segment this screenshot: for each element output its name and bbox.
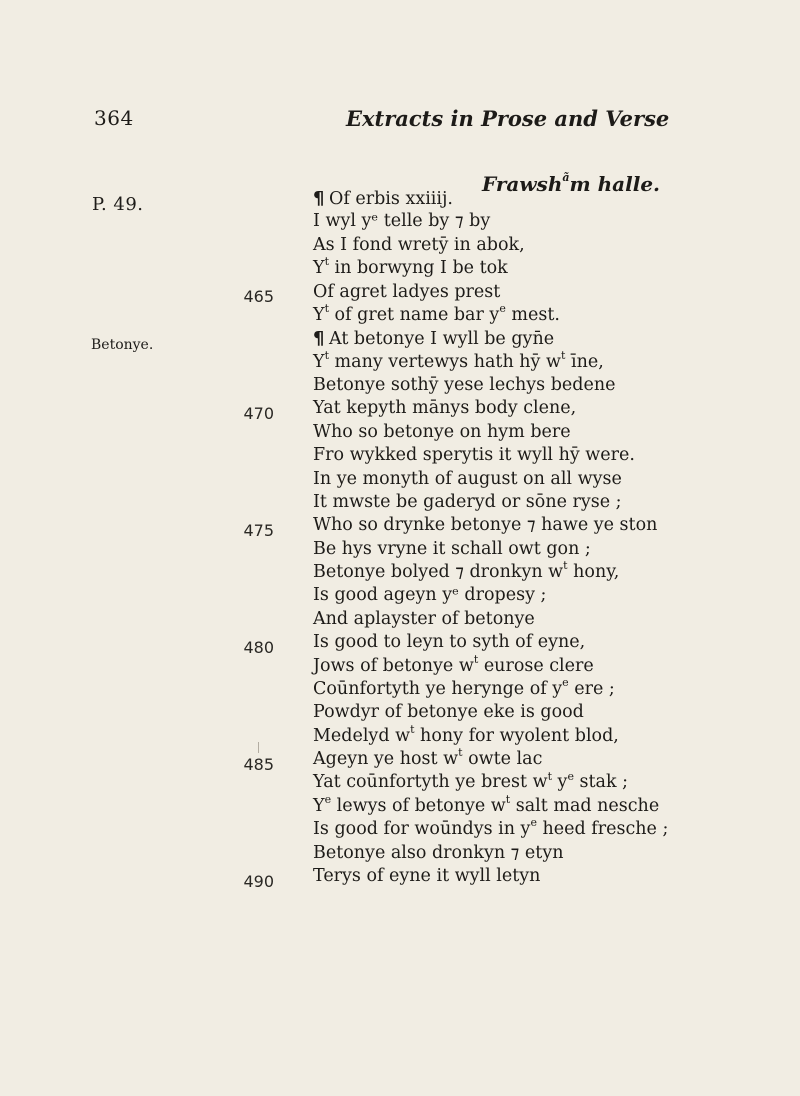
superscript-abbrev: t	[505, 792, 511, 806]
verse-text-segment: hony,	[567, 562, 620, 582]
verse-line	[313, 234, 793, 257]
verse-text-segment: Betonye bolyed ⁊ dronkyn w	[313, 562, 564, 582]
verse-line	[313, 561, 793, 584]
verse-text-segment: Is good to leyn to syth of eyne,	[313, 632, 586, 653]
verse-line	[313, 421, 793, 444]
verse-text-segment: At betonye I wyll be gyn̄e	[329, 329, 555, 350]
superscript-abbrev: t	[410, 722, 415, 736]
superscript-abbrev: t	[563, 559, 568, 573]
verse-text-segment: Ageyn ye host w	[313, 749, 459, 769]
verse-line	[313, 304, 793, 327]
verse-text-segment: hony for wyolent blod,	[414, 725, 619, 746]
verse-text-segment: Y	[313, 795, 325, 816]
verse-text-segment: Of erbis xxiiij.	[329, 189, 453, 209]
verse-text-segment: Yat coūnfortyth ye brest w	[313, 772, 548, 793]
pilcrow-mark: ¶	[313, 188, 325, 209]
superscript-abbrev: t	[547, 769, 552, 783]
verse-line	[313, 327, 793, 350]
verse-line	[313, 397, 793, 420]
verse-line	[313, 584, 793, 607]
pilcrow-mark: ¶	[313, 328, 325, 350]
section-title-post: m halle.	[569, 172, 661, 196]
line-number: 470	[243, 404, 274, 423]
verse-line	[313, 444, 793, 467]
verse-line	[313, 608, 793, 631]
verse-text-segment: And aplayster of betonye	[313, 608, 535, 629]
verse-line	[313, 701, 793, 724]
verse-text-segment: mest.	[505, 304, 560, 325]
verse-line	[313, 842, 793, 865]
superscript-abbrev: e	[324, 792, 332, 806]
running-head	[0, 106, 800, 136]
verse-line	[313, 514, 793, 537]
verse-line	[313, 468, 793, 491]
verse-text-segment: Y	[313, 351, 325, 372]
line-number: 480	[243, 638, 274, 657]
verse-text-segment: Be hys vryne it schall owt gon ;	[313, 538, 591, 559]
verse-line	[313, 631, 793, 654]
verse-text-segment: Yat kepyth mānys body clene,	[313, 398, 577, 419]
verse-text-segment: of gret name bar y	[328, 304, 500, 325]
verse-text-segment: īne,	[565, 351, 604, 372]
line-number: 490	[243, 872, 274, 891]
verse-text-segment: heed fresche ;	[536, 819, 669, 840]
running-title: Extracts in Prose and Verse	[346, 106, 670, 131]
verse-text-segment: Y	[313, 304, 325, 325]
verse-text-segment: eurose clere	[478, 655, 594, 676]
verse-text-segment: salt mad nesche	[510, 795, 660, 816]
verse-line	[313, 818, 793, 841]
verse-line	[313, 771, 793, 794]
verse-text-segment: Fro wykked sperytis it wyll hȳ were.	[313, 445, 635, 466]
verse-line	[313, 348, 793, 374]
verse-text-segment: Terys of eyne it wyll letyn	[313, 865, 541, 886]
line-number: 465	[243, 287, 274, 306]
superscript-abbrev: t	[458, 746, 463, 760]
verse-text-segment: Who so drynke betonye ⁊ hawe ye ston	[313, 515, 658, 536]
verse-line	[313, 722, 793, 748]
margin-note: Betonye.	[91, 337, 154, 353]
verse-text-segment: Is good ageyn yᵉ dropesy ;	[313, 585, 547, 606]
verse-text-segment: Powdyr of betonye eke is good	[313, 702, 584, 723]
verse-line	[313, 281, 793, 304]
superscript-abbrev: e	[567, 769, 574, 783]
verse-line	[313, 748, 793, 771]
superscript-abbrev: t	[324, 348, 329, 362]
verse-text-segment: Betonye also dronkyn ⁊ etyn	[313, 842, 564, 863]
line-number: 475	[243, 521, 274, 540]
verse-text-segment: in borwyng I be tok	[328, 258, 508, 279]
verse-text-segment: stak ;	[573, 772, 629, 793]
line-number: 485	[243, 755, 274, 774]
superscript-abbrev: t	[324, 255, 329, 269]
verse-text-segment: Betonye sothȳ yese lechys bedene	[313, 375, 616, 395]
verse-line	[313, 538, 793, 561]
verse-text-segment: As I fond wretȳ in abok,	[313, 234, 525, 255]
superscript-abbrev: t	[324, 302, 329, 316]
verse-text-segment: Y	[313, 258, 325, 279]
verse-text-segment: Who so betonye on hym bere	[313, 421, 571, 442]
section-title-abbrev: ã	[562, 171, 570, 185]
verse-line	[313, 374, 793, 397]
verse-text-segment: In ye monyth of august on all wyse	[313, 468, 622, 489]
verse-line	[313, 652, 793, 678]
verse-text-segment: Coūnfortyth ye herynge of y	[313, 678, 563, 699]
source-page-reference: P. 49.	[92, 194, 144, 215]
superscript-abbrev: e	[562, 676, 569, 690]
verse-text-segment: Of agret ladyes prest	[313, 281, 501, 302]
verse-line	[313, 210, 793, 233]
verse-line	[313, 865, 793, 888]
verse-line	[313, 491, 793, 514]
verse-line	[313, 792, 793, 818]
verse-text-segment: Is good for woūndys in y	[313, 819, 531, 840]
page-number: 364	[94, 106, 134, 130]
scan-mark	[258, 742, 259, 753]
verse-line	[313, 678, 793, 701]
verse-text-segment: many vertewys hath hȳ w	[328, 351, 561, 372]
superscript-abbrev: e	[530, 816, 537, 830]
verse-text-segment: Jows of betonye w	[313, 655, 474, 676]
verse-text-segment: lewys of betonye w	[331, 795, 506, 816]
verse-text-segment: owte lac	[462, 749, 543, 769]
superscript-abbrev: t	[473, 652, 479, 666]
verse-text	[313, 187, 793, 888]
superscript-abbrev: t	[560, 348, 566, 362]
section-title-pre: Frawsh	[482, 172, 563, 196]
verse-text-segment: Medelyd w	[313, 725, 411, 746]
verse-line	[313, 187, 793, 210]
verse-text-segment: y	[551, 772, 568, 793]
superscript-abbrev: e	[499, 302, 506, 316]
verse-text-segment: I wyl yᵉ telle by ⁊ by	[313, 211, 491, 232]
verse-text-segment: It mwste be gaderyd or sōne ryse ;	[313, 491, 622, 512]
verse-line	[313, 257, 793, 280]
verse-text-segment: ere ;	[568, 678, 615, 699]
